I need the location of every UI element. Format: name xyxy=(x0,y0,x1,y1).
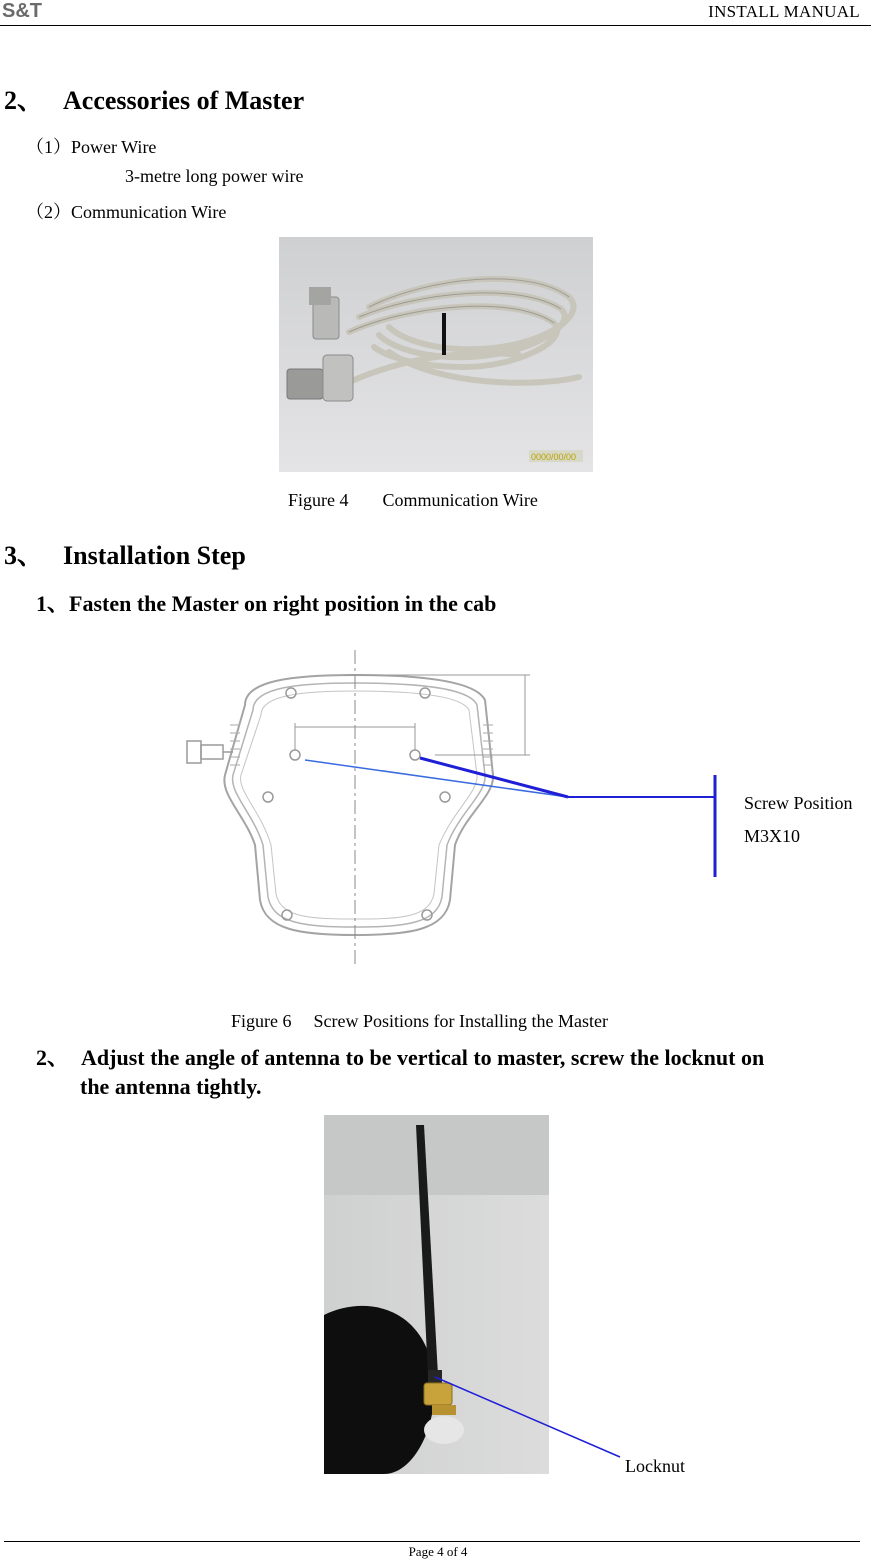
step-1-heading xyxy=(36,587,496,618)
step-1-number: 1、 xyxy=(36,591,70,616)
figure-6-number: Figure 6 xyxy=(231,1011,292,1031)
page-number: Page 4 of 4 xyxy=(408,1544,468,1559)
figure-4-caption xyxy=(288,490,538,511)
locknut-callout-line xyxy=(430,1372,630,1462)
step-2-text-line-1: Adjust the angle of antenna to be vertical to master, screw the locknut on xyxy=(81,1045,765,1070)
figure-4-number: Figure 4 xyxy=(288,490,349,510)
step-2-heading xyxy=(36,1041,764,1072)
screw-size-label: M3X10 xyxy=(744,826,801,846)
section-3-number: 3、 xyxy=(4,541,44,570)
item-1-number: （1） xyxy=(26,137,71,157)
figure-6-caption xyxy=(231,1011,608,1032)
screw-position-label: Screw Position xyxy=(744,793,853,813)
photo-date-stamp: 0000/00/00 xyxy=(531,452,577,462)
communication-wire-photo xyxy=(279,237,593,472)
section-3-title: Installation Step xyxy=(63,541,246,570)
power-wire-description: 3-metre long power wire xyxy=(125,166,304,186)
header-divider xyxy=(0,25,871,26)
step-2-number: 2、 xyxy=(36,1045,70,1070)
step-1-text: Fasten the Master on right position in the cab xyxy=(69,591,497,616)
header-title: INSTALL MANUAL xyxy=(708,2,860,21)
accessory-item-1 xyxy=(26,133,156,159)
footer-divider xyxy=(4,1541,860,1542)
locknut-label: Locknut xyxy=(625,1456,685,1476)
item-2-number: （2） xyxy=(26,202,71,222)
figure-4-title: Communication Wire xyxy=(382,490,538,510)
figure-6-title: Screw Positions for Installing the Master xyxy=(313,1011,608,1031)
step-2-text-line-2: the antenna tightly. xyxy=(80,1074,262,1099)
accessory-item-2 xyxy=(26,198,226,224)
section-2-number: 2、 xyxy=(4,86,44,115)
company-logo xyxy=(0,0,78,22)
section-2-title: Accessories of Master xyxy=(63,86,305,115)
section-3-heading xyxy=(4,535,246,572)
section-2-heading xyxy=(4,80,304,117)
item-1-label: Power Wire xyxy=(71,137,157,157)
item-2-label: Communication Wire xyxy=(71,202,227,222)
svg-text:S&T: S&T xyxy=(2,0,42,22)
